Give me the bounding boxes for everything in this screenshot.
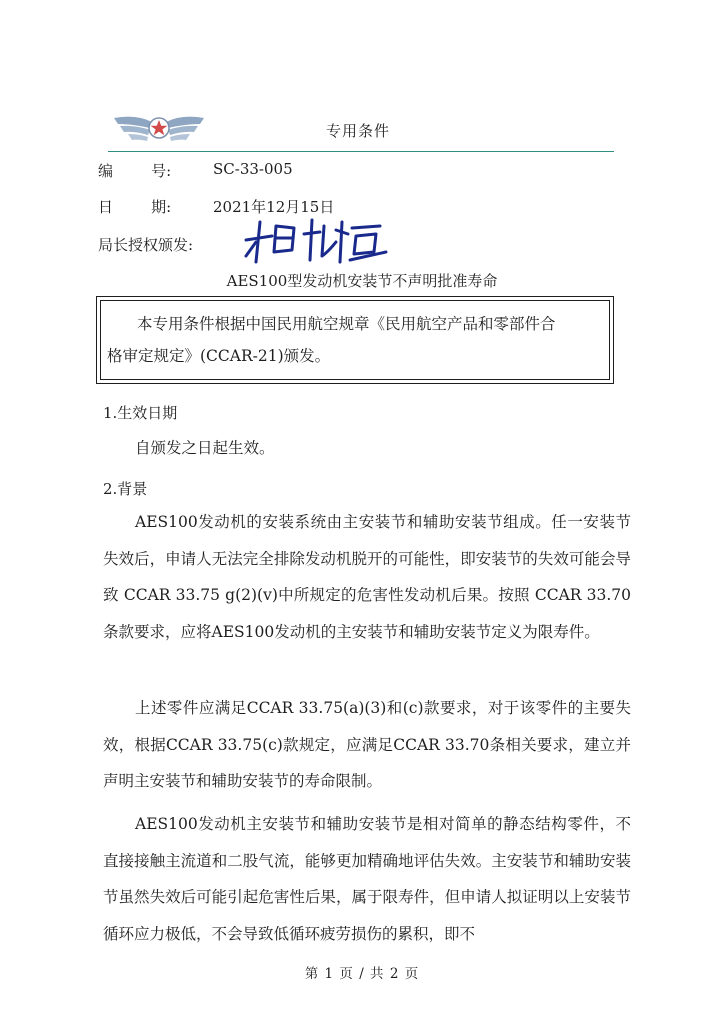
boxed-statement [100, 300, 610, 380]
caac-wings-logo-icon [112, 108, 206, 148]
section-2-paragraph-1: AES100发动机的安装系统由主安装节和辅助安装节组成。任一安装节失效后，申请人无法完全排除发动机脱开的可能性，即安装节的失效可能会导致 CCAR 33.75 g(2)(v)中所规定的危害性发动机后果。按照 CCAR 33.70条款要求，应将AES100发动机的主安装节和辅助安装节定义为限寿件。 [103, 513, 631, 641]
section-heading-2: 2.背景 [103, 480, 148, 498]
page-number: 第 1 页 / 共 2 页 [304, 966, 420, 982]
section-2-paragraph-2: 上述零件应满足CCAR 33.75(a)(3)和(c)款要求，对于该零件的主要失效，根据CCAR 33.75(c)款规定，应满足CCAR 33.70条相关要求，建立并声明主安装节和辅助安装节的寿命限制。 [103, 699, 631, 790]
section-heading-1: 1.生效日期 [103, 404, 178, 422]
section-1-paragraph: 自颁发之日起生效。 [135, 439, 275, 457]
boxed-statement-line-2: 格审定规定》(CCAR-21)颁发。 [107, 347, 331, 365]
header-title: 专用条件 [326, 122, 391, 140]
authorized-label: 局长授权颁发: [98, 236, 194, 254]
signature [240, 212, 390, 268]
date-value: 2021年12月15日 [213, 198, 335, 216]
number-label: 编 号: [98, 162, 172, 180]
document-title: AES100型发动机安装节不声明批准寿命 [226, 272, 498, 290]
date-label: 日 期: [98, 198, 172, 216]
section-2-paragraph-3: AES100发动机主安装节和辅助安装节是相对简单的静态结构零件，不直接接触主流道和二股气流，能够更加精确地评估失效。主安装节和辅助安装节虽然失效后可能引起危害性后果，属于限寿件，但申请人拟证明以上安装节循环应力极低，不会导致低循环疲劳损伤的累积，即不 [103, 815, 631, 943]
number-value: SC-33-005 [213, 160, 293, 178]
number-row [98, 160, 398, 182]
boxed-statement-line-1: 本专用条件根据中国民用航空规章《民用航空产品和零部件合 [137, 315, 556, 333]
header-divider [108, 151, 614, 152]
